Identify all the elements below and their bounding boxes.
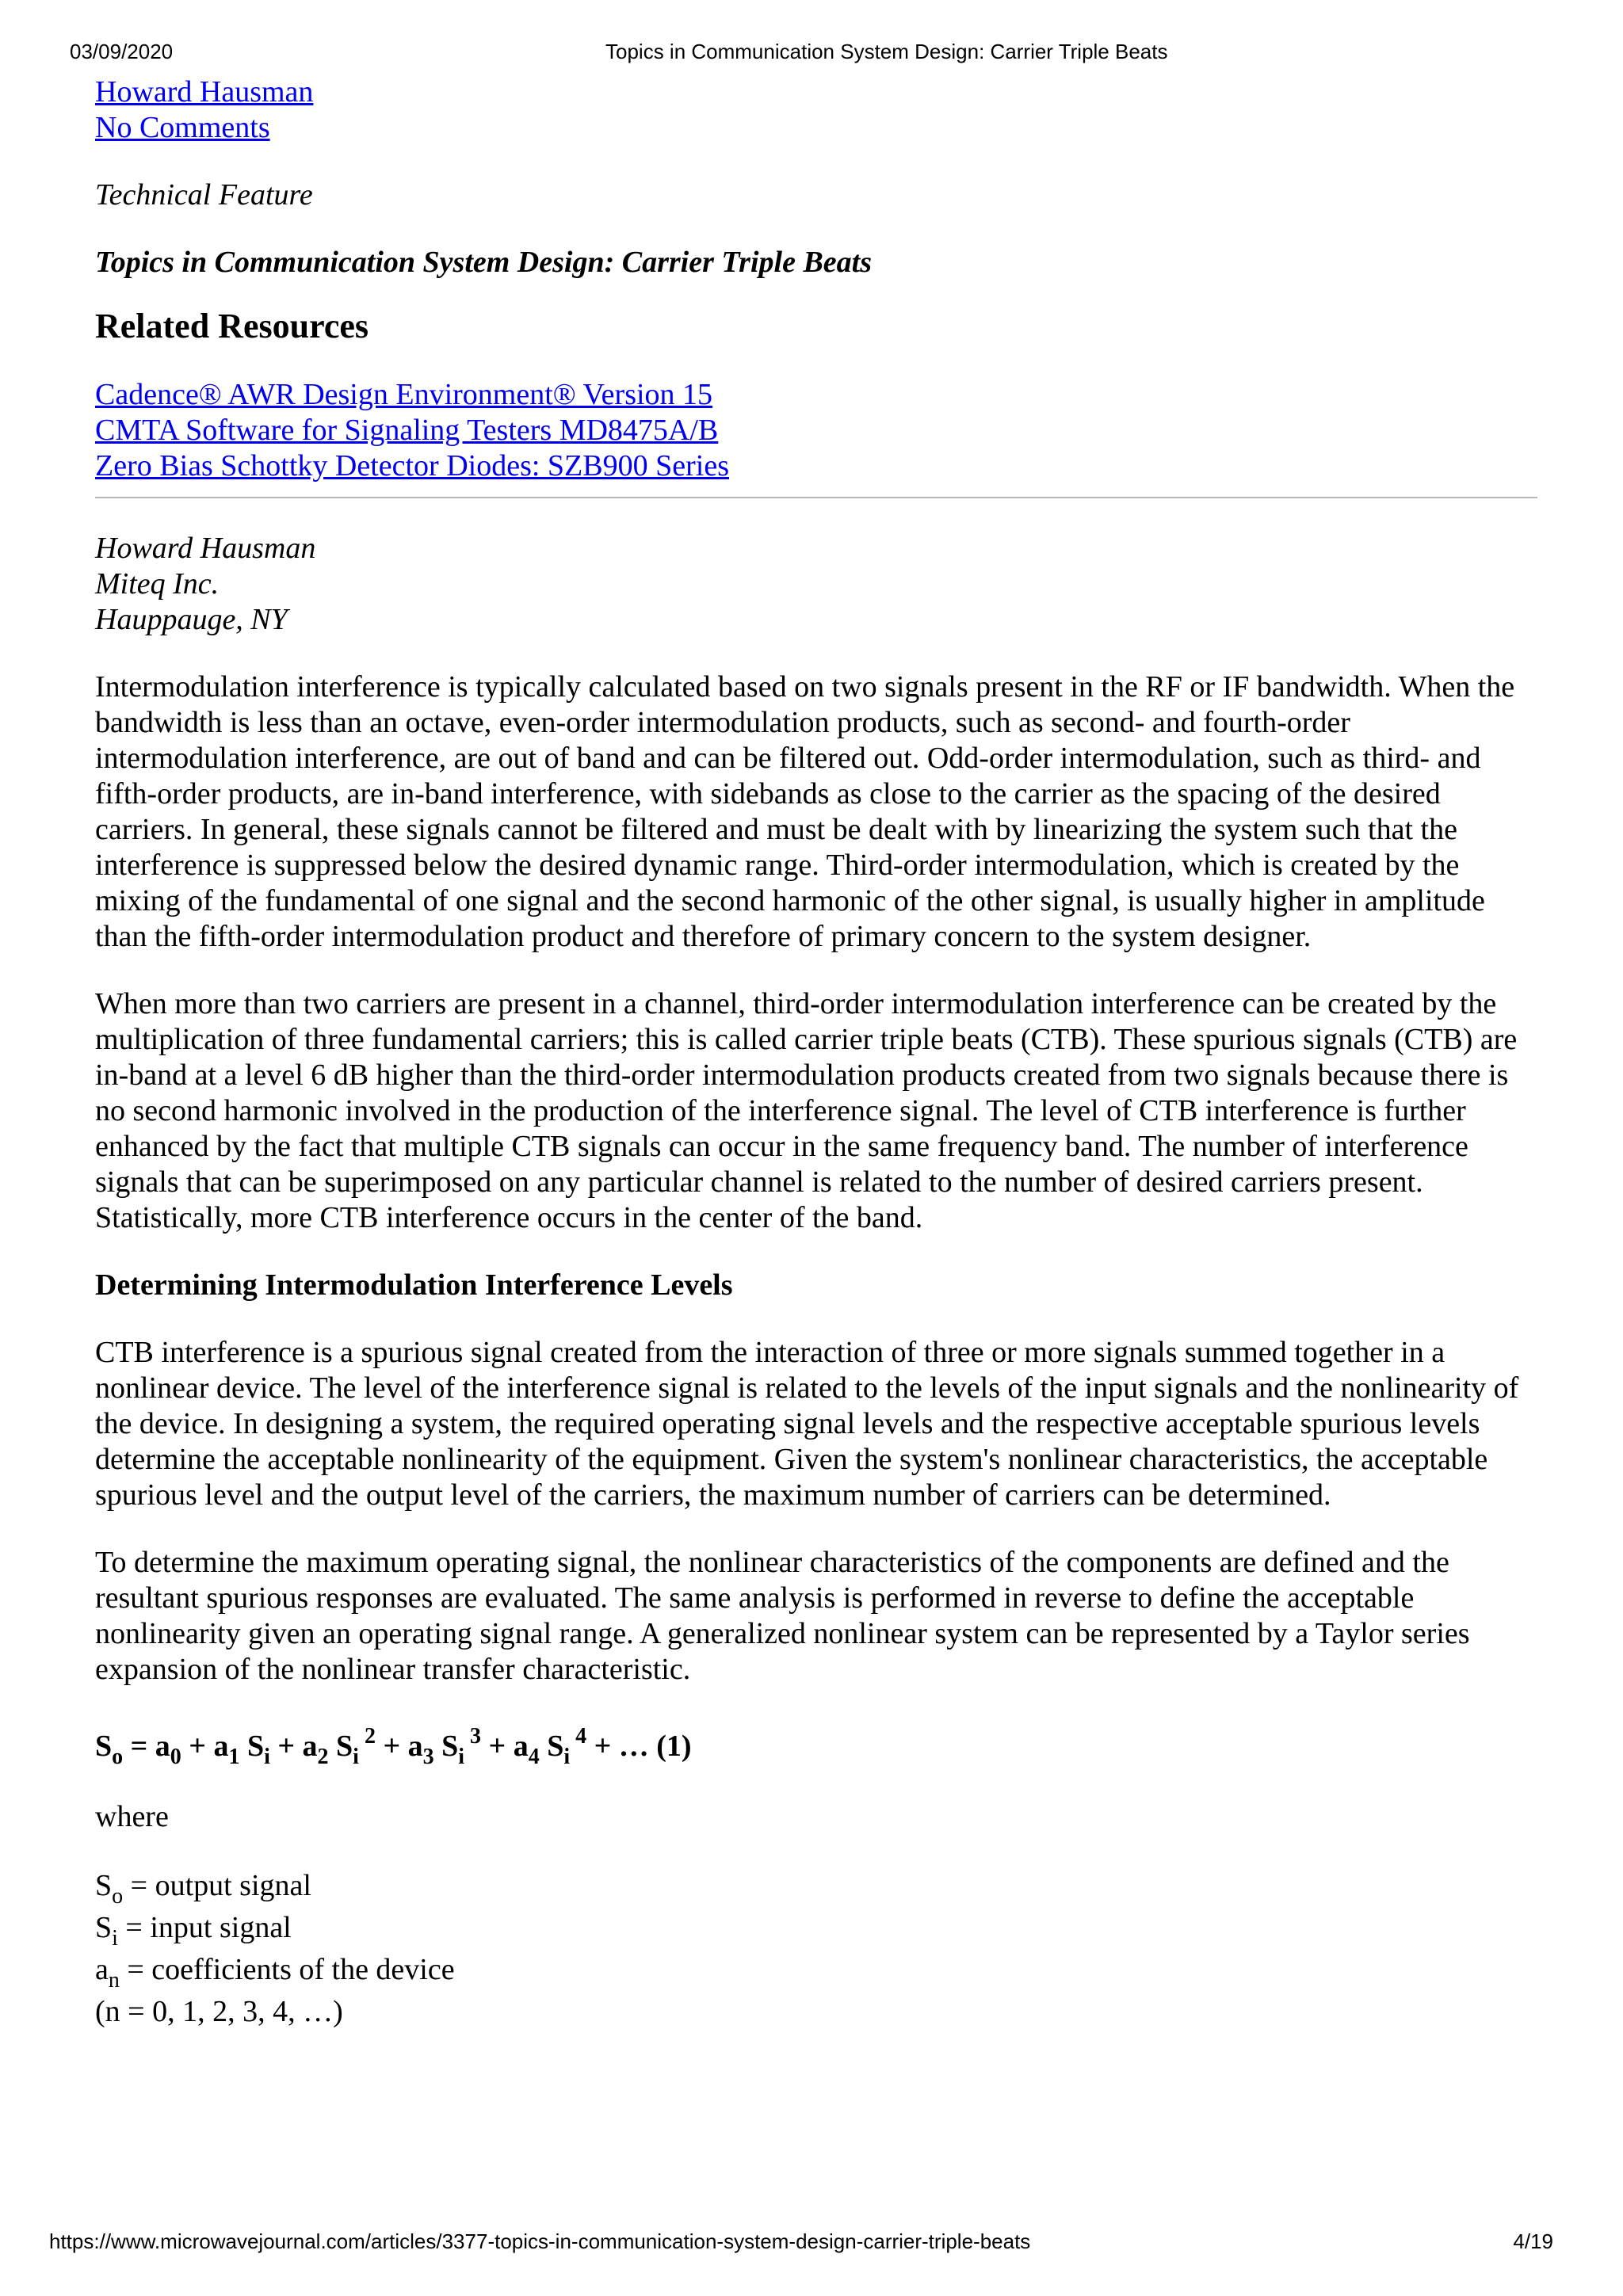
comments-link[interactable]: No Comments <box>95 111 270 144</box>
body-paragraph-3: CTB interference is a spurious signal created from the interaction of three or more signals summed together in a nonlinear device. The level of the interference signal is related to the levels of the input signals and the nonlinearity of the device. In designing a system, the required operating signal levels and the respective acceptable spurious levels determine the acceptable nonlinearity of the equipment. Given the system's nonlinear characteristics, the acceptable spurious level and the output level of the carriers, the maximum number of carriers can be determined. <box>95 1336 1519 1512</box>
body-paragraph-4: To determine the maximum operating signal, the nonlinear characteristics of the components are defined and the resultant spurious responses are evaluated. The same analysis is performed in reverse to define the acceptable nonlinearity given an operating signal range. A generalized nonlinear system can be represented by a Taylor series expansion of the nonlinear transfer characteristic. <box>95 1546 1470 1686</box>
where-label: where <box>95 1800 169 1833</box>
definition-coefficients: $a_n$ = coefficients of the device <box>95 1953 455 1993</box>
byline-company: Miteq Inc. <box>95 567 220 601</box>
byline-location: Hauppauge, NY <box>95 603 288 636</box>
body-paragraph-1: Intermodulation interference is typically calculated based on two signals present in the RF or IF bandwidth. When the bandwidth is less than an octave, even-order intermodulation products, such as second- and fourth-order intermodulation interference, are out of band and can be filtered out. Odd-order intermodulation, such as third- and fifth-order products, are in-band interference, with sidebands as close to the carrier as the spacing of the desired carriers. In general, these signals cannot be filtered and must be dealt with by linearizing the system such that the interference is suppressed below the desired dynamic range. Third-order intermodulation, which is created by the mixing of the fundamental of one signal and the second harmonic of the other signal, is usually higher in amplitude than the fifth-order intermodulation product and therefore of primary concern to the system designer. <box>95 670 1515 953</box>
print-page-number: 4/19 <box>1513 2229 1553 2253</box>
print-footer <box>49 2229 1553 2256</box>
section-subheading: Determining Intermodulation Interference Levels <box>95 1268 733 1302</box>
related-resources-heading: Related Resources <box>95 307 369 345</box>
definition-output: $S_o$ = output signal <box>95 1869 311 1909</box>
article-meta-links <box>95 74 1537 146</box>
byline-name: Howard Hausman <box>95 532 316 565</box>
variable-definitions <box>95 1868 1537 2030</box>
print-date: 03/09/2020 <box>70 40 174 63</box>
related-link-awr[interactable]: Cadence® AWR Design Environment® Version 15 <box>95 378 713 411</box>
related-link-schottky[interactable]: Zero Bias Schottky Detector Diodes: SZB900 Series <box>95 449 729 482</box>
taylor-series-equation: $S_o = a_0 + a_1$ $S_i + a_2$ $S_i$ $^2 + a_3$ $S_i$ $^3 + a_4$ $S_i$ $^4$ + … (1) <box>95 1724 692 1769</box>
related-resources-list <box>95 377 1537 484</box>
definition-input: $S_i$ = input signal <box>95 1911 292 1951</box>
definition-index-range: (n = 0, 1, 2, 3, 4, …) <box>95 1995 343 2028</box>
related-link-cmta[interactable]: CMTA Software for Signaling Testers MD8475A/B <box>95 414 719 447</box>
body-paragraph-2: When more than two carriers are present in a channel, third-order intermodulation interference can be created by the multiplication of three fundamental carriers; this is called carrier triple beats (CTB). These spurious signals (CTB) are in-band at a level 6 dB higher than the third-order intermodulation products created from two signals because there is no second harmonic involved in the production of the interference signal. The level of CTB interference is further enhanced by the fact that multiple CTB signals can occur in the same frequency band. The number of interference signals that can be superimposed on any particular channel is related to the number of desired carriers present. Statistically, more CTB interference occurs in the center of the band. <box>95 987 1518 1234</box>
print-header <box>70 40 1553 67</box>
author-byline <box>95 531 1537 638</box>
section-divider <box>95 497 1537 498</box>
article-title: Topics in Communication System Design: Carrier Triple Beats <box>95 246 873 279</box>
print-page-title: Topics in Communication System Design: Carrier Triple Beats <box>605 40 1168 63</box>
article-category: Technical Feature <box>95 178 313 212</box>
print-url: https://www.microwavejournal.com/articles/3377-topics-in-communication-system-design-carrier-triple-beats <box>49 2229 1031 2253</box>
author-link[interactable]: Howard Hausman <box>95 75 314 109</box>
article-content <box>95 74 1537 2030</box>
